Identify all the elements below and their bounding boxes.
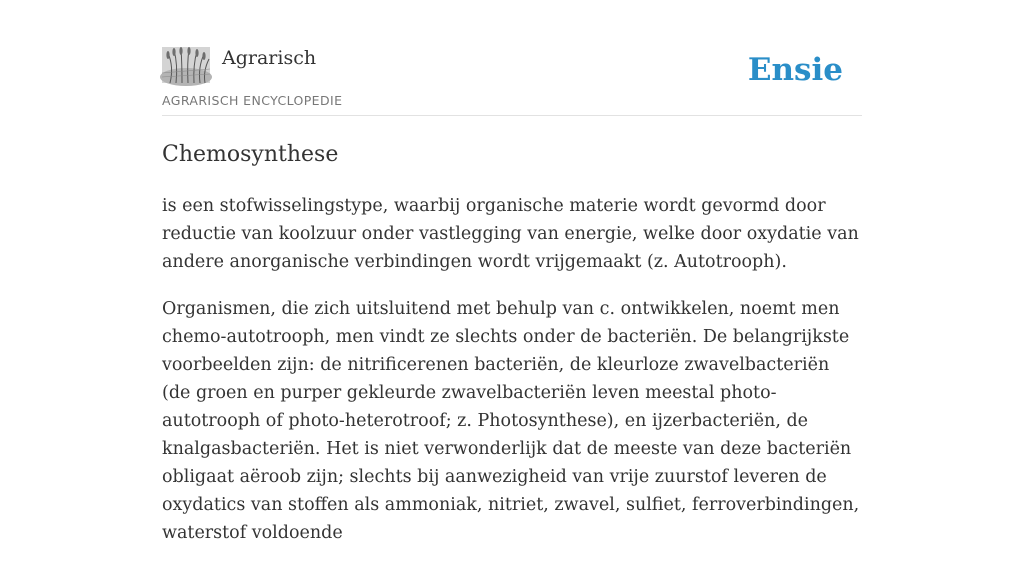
site-name[interactable]: Agrarisch (222, 47, 317, 69)
article-paragraph: Organismen, die zich uitsluitend met behulp van c. ontwikkelen, noemt men chemo-autotrooph, men vindt ze slechts onder de bacteriën. De belangrijkste voorbeelden zijn: de nitrificerenen bacteriën, de kleurloze zwavelbacteriën (de groen en purper gekleurde zwavelbacteriën leven meestal photo-autotrooph of photo-heterotroof; z. Photosynthese), en ijzerbacteriën, de knalgasbacteriën. Het is niet verwonderlijk dat de meeste van deze bacteriën obligaat aëroob zijn; slechts bij aanwezigheid van vrije zuurstof leveren de oxydatics van stoffen als ammoniak, nitriet, zwavel, sulfiet, ferroverbindingen, waterstof voldoende (162, 299, 860, 543)
article-title: Chemosynthese (162, 142, 339, 167)
article-body (162, 192, 862, 566)
logo-illustration (162, 47, 210, 83)
page (162, 0, 862, 543)
site-header (162, 0, 862, 116)
site-subtitle[interactable]: AGRARISCH ENCYCLOPEDIE (162, 93, 343, 108)
header-divider (162, 115, 862, 116)
brand-logo[interactable]: Ensie (747, 52, 843, 88)
wheat-engraving-icon[interactable] (162, 47, 210, 83)
article-paragraph: is een stofwisselingstype, waarbij organische materie wordt gevormd door reductie van koolzuur onder vastlegging van energie, welke door oxydatie van andere anorganische verbindingen wordt vrijgemaakt (z. Autotrooph). (162, 196, 859, 272)
